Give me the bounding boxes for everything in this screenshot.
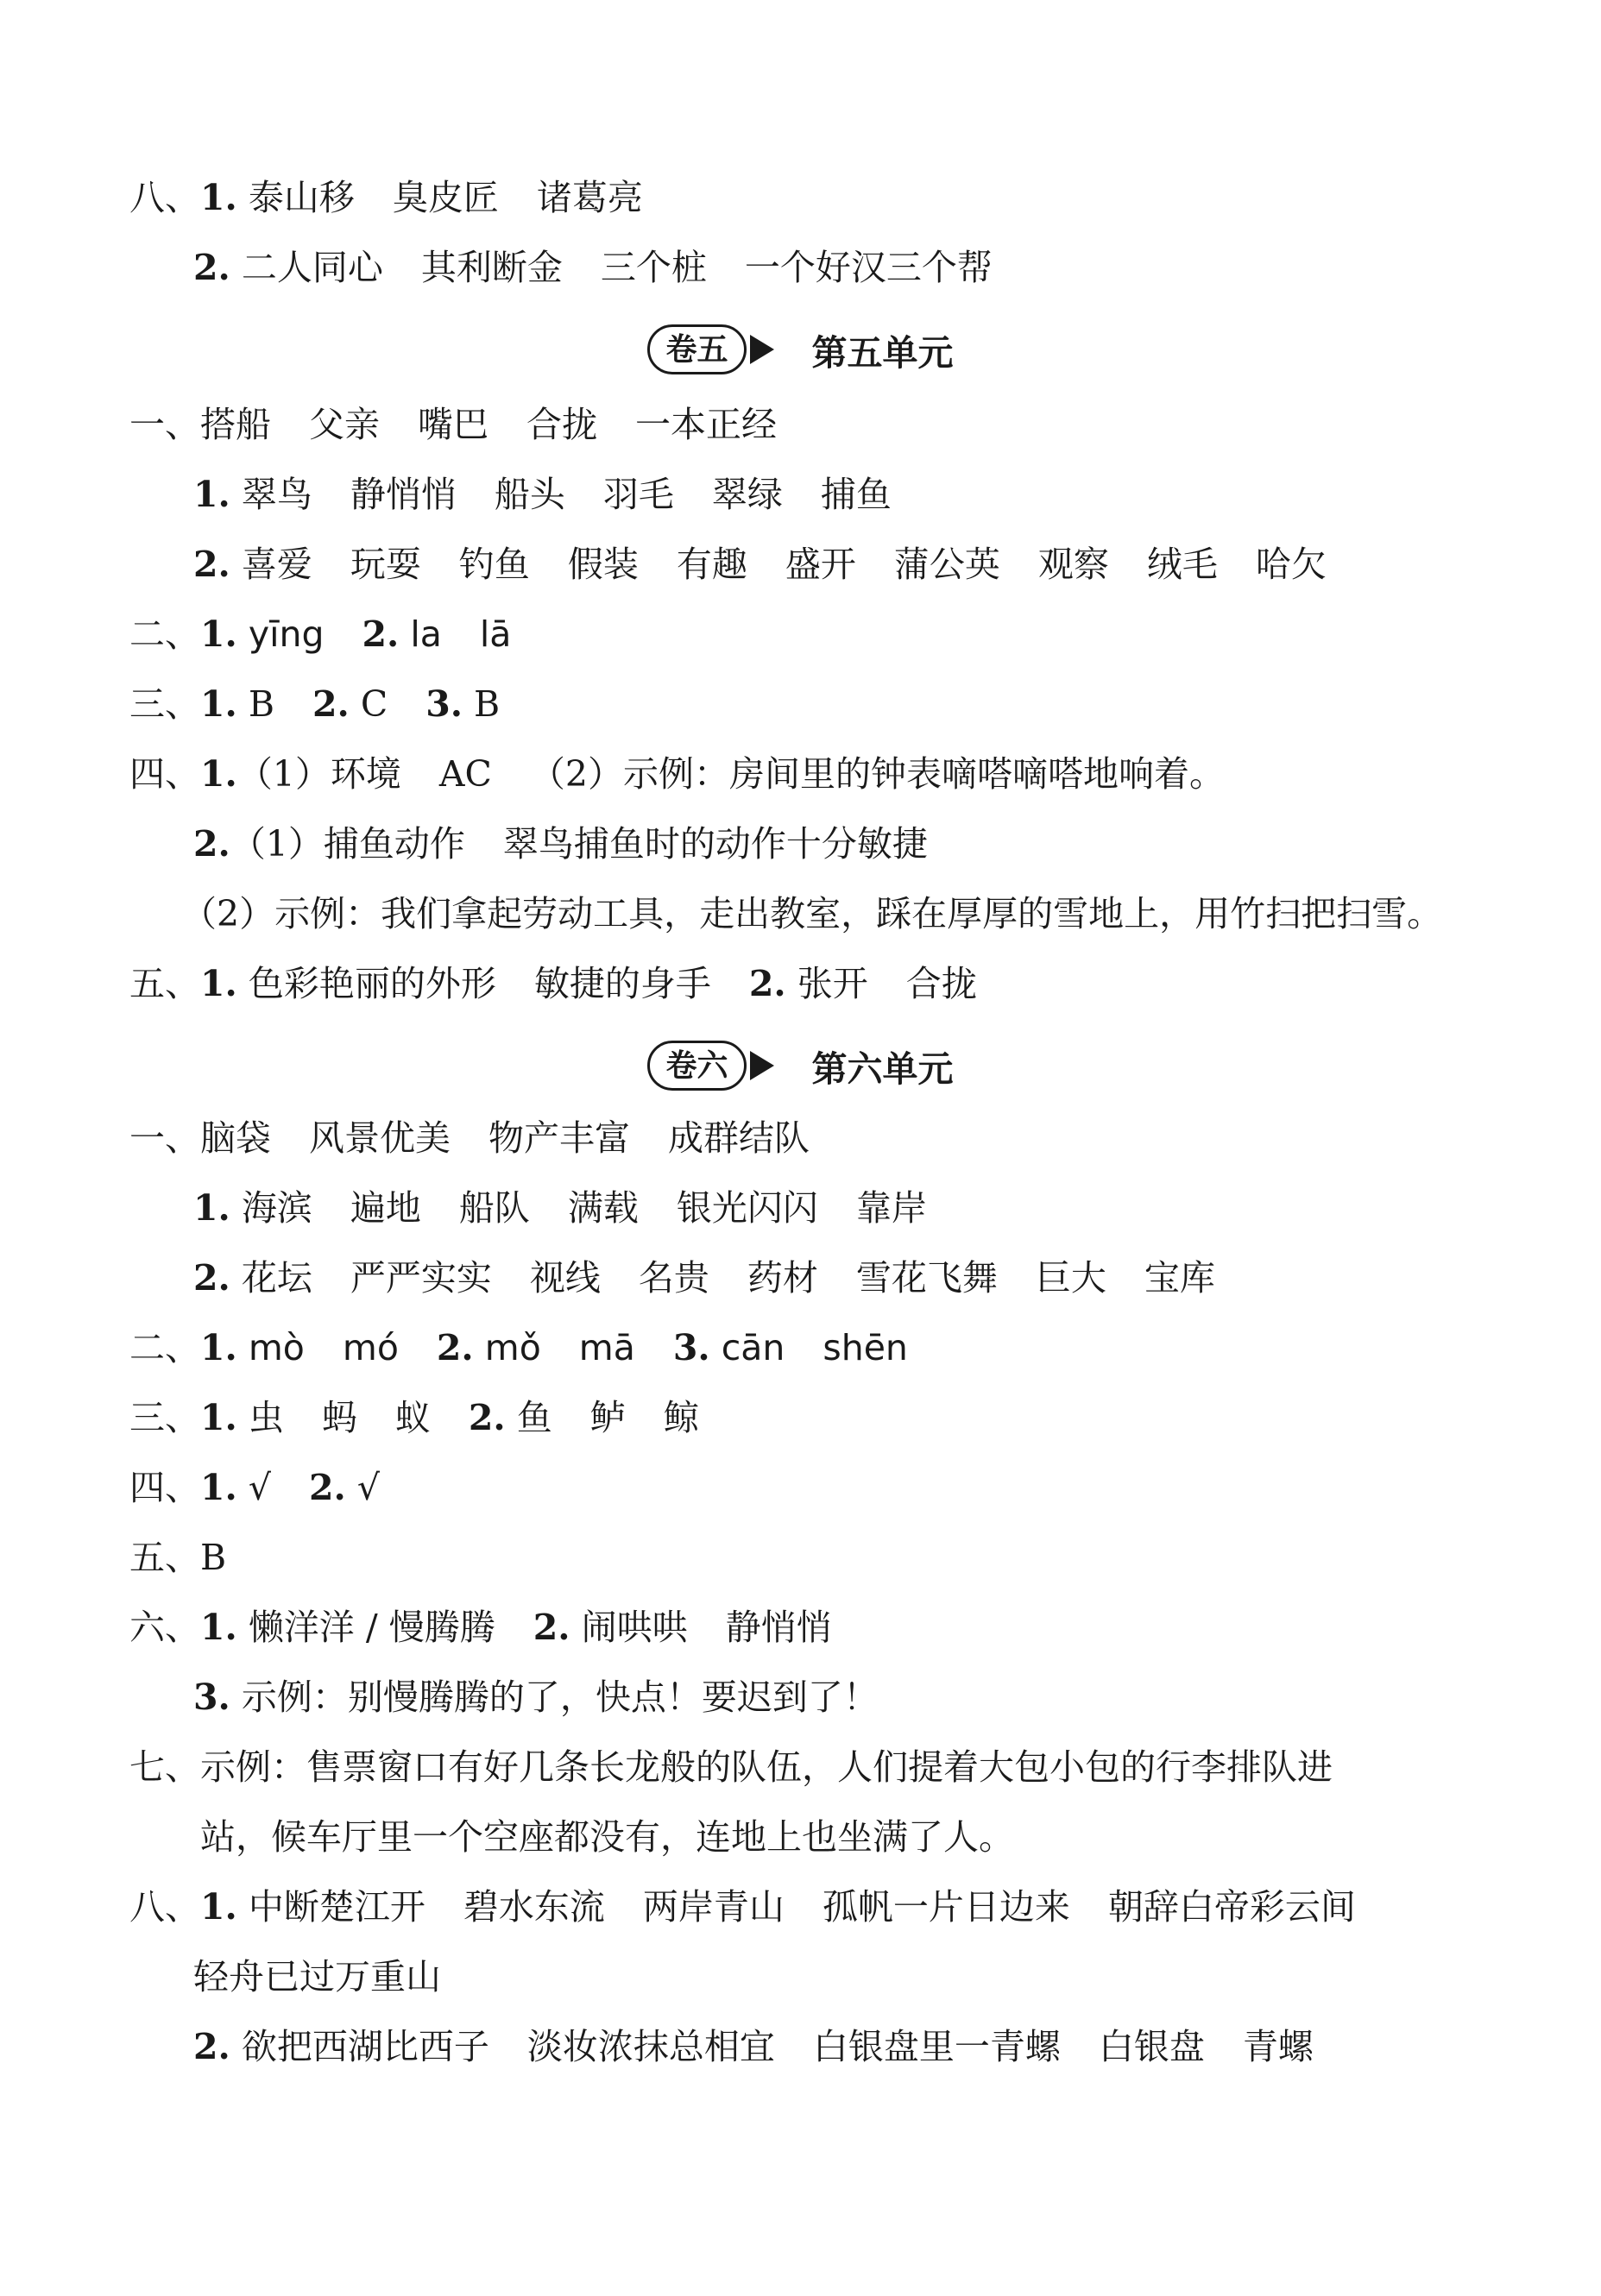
answer-line [129, 1742, 1333, 1792]
answer-text: 五、B [129, 1537, 227, 1578]
answer-text: 父亲 [309, 404, 380, 445]
item-number: 1. [200, 613, 237, 655]
pinyin-text: yīng [236, 613, 325, 655]
answer-text: 雪花飞舞 [855, 1257, 998, 1299]
answer-text: 遍地 [350, 1187, 421, 1229]
answer-text: 欲把西湖比西子 [230, 2026, 489, 2067]
answer-text: 船队 [458, 1187, 530, 1229]
pinyin-text: mó [342, 1327, 399, 1368]
answer-text: 静悄悄 [350, 474, 457, 515]
answer-text: 白银盘 [1098, 2026, 1205, 2067]
answer-text: 一、脑袋 [129, 1117, 271, 1159]
answer-text: 轻舟已过万重山 [193, 1956, 441, 1997]
answer-text: 假装 [567, 544, 639, 585]
section-number: 二、 [129, 613, 200, 655]
item-number: 2. [193, 2026, 230, 2067]
answer-text: （1）捕鱼动作 [230, 823, 465, 865]
answer-line [193, 1952, 441, 2002]
answer-text: 蚁 [394, 1397, 431, 1438]
answer-text: 虫 [236, 1397, 284, 1438]
item-number: 1. [200, 1886, 237, 1928]
section-number: 五、 [129, 963, 200, 1004]
answer-text: 观察 [1037, 544, 1109, 585]
item-number: 2. [362, 613, 400, 655]
pinyin-text: cān [709, 1327, 785, 1368]
unit-tag-label: 卷六 [647, 1041, 746, 1091]
unit-title: 第五单元 [811, 331, 954, 374]
answer-text: 翠鸟捕鱼时的动作十分敏捷 [502, 823, 928, 865]
pinyin-text: lā [479, 613, 512, 655]
answer-text: 二人同心 [230, 247, 383, 288]
answer-text: 懒洋洋 / 慢腾腾 [236, 1607, 495, 1648]
section-number: 二、 [129, 1327, 200, 1368]
pinyin-text: shēn [823, 1327, 908, 1368]
answer-text: 成群结队 [668, 1117, 810, 1159]
item-number: 1. [200, 177, 237, 218]
section-number: 三、 [129, 683, 200, 725]
item-number: 1. [200, 1327, 237, 1368]
answer-text: 严严实实 [350, 1257, 492, 1299]
answer-text: 巨大 [1035, 1257, 1106, 1299]
item-number: 1. [200, 1467, 237, 1508]
answer-text: 朝辞白帝彩云间 [1107, 1886, 1356, 1928]
item-number: 1. [200, 753, 237, 795]
answer-text: 视线 [529, 1257, 601, 1299]
answer-text: 青螺 [1242, 2026, 1314, 2067]
answer-text: 站，候车厅里一个空座都没有，连地上也坐满了人。 [200, 1816, 1014, 1858]
pinyin-text: mā [578, 1327, 635, 1368]
answer-text: 臭皮匠 [392, 177, 499, 218]
answer-text: 白银盘里一青螺 [812, 2026, 1061, 2067]
arrow-right-icon [750, 335, 774, 364]
answer-line [129, 679, 500, 729]
answer-line [193, 539, 1327, 589]
answer-text: 海滨 [230, 1187, 312, 1229]
answer-line [129, 1532, 226, 1582]
item-number: 2. [193, 544, 230, 585]
answer-text: 物产丰富 [488, 1117, 630, 1159]
item-number: 1. [193, 474, 230, 515]
answer-text: 靠岸 [855, 1187, 927, 1229]
answer-text: 玩耍 [350, 544, 421, 585]
item-number: 2. [193, 1257, 230, 1299]
arrow-right-icon [750, 1051, 774, 1080]
answer-text: 风景优美 [309, 1117, 451, 1159]
answer-text: 两岸青山 [642, 1886, 785, 1928]
answer-text: 中断楚江开 [236, 1886, 425, 1928]
item-number: 2. [748, 963, 786, 1004]
answer-text: 绒毛 [1146, 544, 1218, 585]
answer-text: 名贵 [638, 1257, 709, 1299]
check-mark: √ [345, 1467, 380, 1508]
answer-text: 色彩艳丽的外形 [236, 963, 496, 1004]
item-number: 2. [193, 247, 230, 288]
answer-text: （2）示例：房间里的钟表嘀嗒嘀嗒地响着。 [529, 753, 1225, 795]
unit-tag [647, 324, 773, 374]
section-number: 八、 [129, 177, 200, 218]
item-number: 1. [200, 1397, 237, 1438]
item-number: 3. [193, 1676, 230, 1718]
item-number: 2. [312, 683, 350, 725]
answer-line [129, 1113, 810, 1163]
answer-text: 喜爱 [230, 544, 312, 585]
answer-line [129, 1393, 699, 1443]
answer-text: 羽毛 [602, 474, 674, 515]
answer-text: 一本正经 [635, 404, 777, 445]
item-number: 1. [200, 1607, 237, 1648]
answer-line [193, 469, 892, 519]
answer-line [129, 609, 511, 659]
answer-text: 一、搭船 [129, 404, 271, 445]
answer-text: 示例：别慢腾腾的了，快点！要迟到了！ [230, 1676, 879, 1718]
answer-text: 合拢 [905, 963, 977, 1004]
answer-line [129, 1323, 908, 1373]
answer-line [193, 1672, 879, 1722]
answer-line [129, 749, 1225, 799]
answer-text: 其利断金 [420, 247, 563, 288]
item-number: 2. [468, 1397, 506, 1438]
answer-line [193, 242, 993, 293]
unit-header [0, 1035, 1601, 1096]
answer-text: 鲸 [663, 1397, 699, 1438]
answer-text: 蚂 [321, 1397, 357, 1438]
answer-text: 泰山移 [236, 177, 355, 218]
section-number: 三、 [129, 1397, 200, 1438]
item-number: 1. [200, 683, 237, 725]
answer-text: 蒲公英 [893, 544, 1000, 585]
answer-text: （2）示例：我们拿起劳动工具，走出教室，踩在厚厚的雪地上，用竹扫把扫雪。 [181, 893, 1443, 934]
answer-text: AC [438, 753, 492, 795]
answer-text: 哈欠 [1255, 544, 1327, 585]
item-number: 1. [200, 963, 237, 1004]
pinyin-text: mǒ [473, 1327, 541, 1368]
answer-text: 敏捷的身手 [533, 963, 711, 1004]
answer-text: 张开 [785, 963, 868, 1004]
answer-text: 嘴巴 [418, 404, 488, 445]
answer-text: 捕鱼 [820, 474, 892, 515]
answer-line [129, 959, 977, 1009]
answer-text: 淡妆浓抹总相宜 [526, 2026, 775, 2067]
answer-line [200, 1812, 1014, 1862]
item-number: 2. [193, 823, 230, 865]
item-number: 2. [308, 1467, 346, 1508]
answer-line [129, 1463, 380, 1513]
answer-line [129, 1602, 832, 1652]
answer-text: 盛开 [785, 544, 856, 585]
item-number: 2. [533, 1607, 570, 1648]
section-number: 八、 [129, 1886, 200, 1928]
answer-line [193, 1183, 927, 1233]
pinyin-text: mò [236, 1327, 305, 1368]
unit-header [0, 319, 1601, 380]
answer-text: 碧水东流 [463, 1886, 605, 1928]
answer-text: 有趣 [676, 544, 747, 585]
answer-text: 诸葛亮 [536, 177, 643, 218]
answer-text: 宝库 [1144, 1257, 1215, 1299]
check-mark: √ [236, 1467, 271, 1508]
answer-line [193, 1253, 1215, 1303]
answer-text: 钓鱼 [458, 544, 530, 585]
answer-line [181, 889, 1442, 939]
answer-text: 药材 [747, 1257, 818, 1299]
answer-line [129, 173, 643, 223]
section-number: 四、 [129, 753, 200, 795]
answer-line [129, 399, 777, 450]
section-number: 六、 [129, 1607, 200, 1648]
answer-text: 闹哄哄 [570, 1607, 688, 1648]
answer-line [129, 1882, 1356, 1932]
answer-text: 翠绿 [711, 474, 783, 515]
answer-text: 花坛 [230, 1257, 312, 1299]
answer-text: 三个桩 [600, 247, 707, 288]
pinyin-text: la [399, 613, 442, 655]
answer-text: 翠鸟 [230, 474, 312, 515]
answer-text: 鱼 [505, 1397, 552, 1438]
answer-text: C [349, 683, 388, 725]
unit-title: 第六单元 [811, 1047, 954, 1090]
answer-text: 船头 [494, 474, 565, 515]
answer-text: 孤帆一片日边来 [822, 1886, 1070, 1928]
item-number: 3. [672, 1327, 710, 1368]
item-number: 3. [425, 683, 463, 725]
answer-text: 鲈 [589, 1397, 626, 1438]
answer-text: 银光闪闪 [676, 1187, 818, 1229]
answer-line [193, 819, 928, 869]
answer-text: 静悄悄 [725, 1607, 832, 1648]
answer-text: 满载 [567, 1187, 639, 1229]
answer-text: B [236, 683, 274, 725]
answer-text: 七、示例：售票窗口有好几条长龙般的队伍，人们提着大包小包的行李排队进 [129, 1746, 1333, 1788]
unit-tag [647, 1041, 773, 1091]
answer-text: （1）环境 [236, 753, 401, 795]
answer-line [193, 2022, 1314, 2072]
answer-text: B [463, 683, 501, 725]
answer-text: 一个好汉三个帮 [744, 247, 993, 288]
section-number: 四、 [129, 1467, 200, 1508]
item-number: 2. [436, 1327, 474, 1368]
unit-tag-label: 卷五 [647, 324, 746, 374]
answer-text: 合拢 [526, 404, 597, 445]
item-number: 1. [193, 1187, 230, 1229]
